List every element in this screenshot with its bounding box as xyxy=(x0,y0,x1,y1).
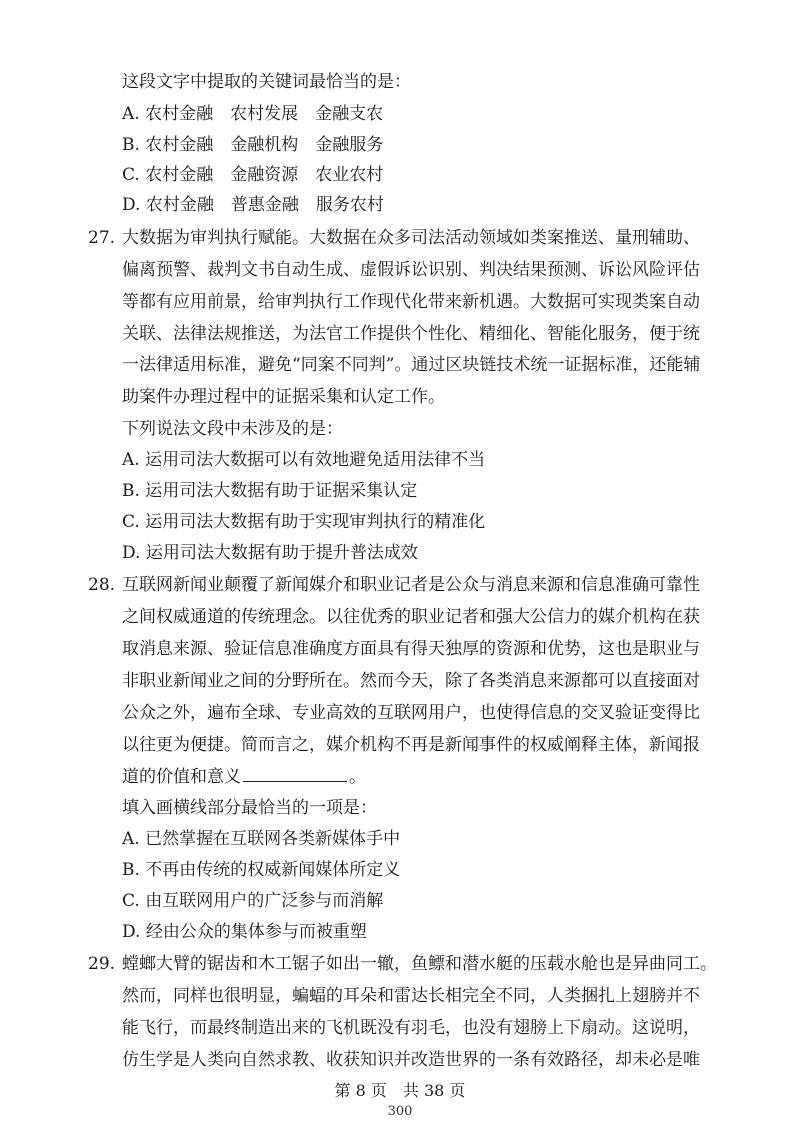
q28-number: 28. xyxy=(88,575,116,595)
q26-option-c: C. 农村金融 金融资源 农业农村 xyxy=(122,165,384,185)
q28-passage-line: 之间权威通道的传统理念。以往优秀的职业记者和强大公信力的媒介机构在获 xyxy=(122,607,700,627)
q29-passage-line: 然而，同样也很明显，蝙蝠的耳朵和雷达长相完全不同，人类捆扎上翅膀并不 xyxy=(122,986,700,1006)
q27-passage-line: 等都有应用前景，给审判执行工作现代化带来新机遇。大数据可实现类案自动 xyxy=(122,292,700,312)
q28-passage-line: 以往更为便捷。简而言之，媒介机构不再是新闻事件的权威阐释主体，新闻报 xyxy=(122,735,700,755)
q28-option-a: A. 已然掌握在互联网各类新媒体手中 xyxy=(122,829,401,849)
q29-passage-line: 螳螂大臂的锯齿和木工锯子如出一辙，鱼鳔和潜水艇的压载水舱也是异曲同工。 xyxy=(122,954,717,974)
page-number: 300 xyxy=(387,1104,413,1119)
q27-passage-line: 偏离预警、裁判文书自动生成、虚假诉讼识别、判决结果预测、诉讼风险评估 xyxy=(122,260,700,280)
q29-passage-line: 能飞行，而最终制造出来的飞机既没有羽毛，也没有翅膀上下扇动。这说明， xyxy=(122,1018,700,1038)
q28-passage-line: 公众之外，遍布全球、专业高效的互联网用户，也使得信息的交叉验证变得比 xyxy=(122,703,700,723)
q28-passage-line: 非职业新闻业之间的分野所在。然而今天，除了各类消息来源都可以直接面对 xyxy=(122,671,700,691)
q28-passage-line: 互联网新闻业颠覆了新闻媒介和职业记者是公众与消息来源和信息准确可靠性 xyxy=(122,575,700,595)
q27-option-d: D. 运用司法大数据有助于提升普法成效 xyxy=(122,543,418,563)
q27-passage-line: 助案件办理过程中的证据采集和认定工作。 xyxy=(122,387,445,407)
q27-option-a: A. 运用司法大数据可以有效地避免适用法律不当 xyxy=(122,450,486,470)
q27-option-b: B. 运用司法大数据有助于证据采集认定 xyxy=(122,481,418,501)
q27-number: 27. xyxy=(88,228,116,248)
q26-prompt: 这段文字中提取的关键词最恰当的是： xyxy=(122,72,411,92)
q29-number: 29. xyxy=(88,954,116,974)
q28-option-c: C. 由互联网用户的广泛参与而消解 xyxy=(122,891,384,911)
q27-passage-line: 大数据为审判执行赋能。大数据在众多司法活动领域如类案推送、量刑辅助、 xyxy=(122,228,700,248)
q28-passage-after-blank: 。 xyxy=(349,767,366,787)
q26-option-d: D. 农村金融 普惠金融 服务农村 xyxy=(122,195,384,215)
q27-option-c: C. 运用司法大数据有助于实现审判执行的精准化 xyxy=(122,512,486,532)
q26-option-a: A. 农村金融 农村发展 金融支农 xyxy=(122,104,384,124)
q29-passage-line: 仿生学是人类向自然求教、收获知识并改造世界的一条有效路径，却未必是唯 xyxy=(122,1050,700,1070)
q27-passage-line: 一法律适用标准，避免“同案不同判”。通过区块链技术统一证据标准，还能辅 xyxy=(122,355,701,375)
q27-prompt: 下列说法文段中未涉及的是： xyxy=(122,419,343,439)
answer-blank xyxy=(243,765,347,782)
q28-passage-last-line xyxy=(122,765,366,788)
q28-passage-line: 取消息来源、验证信息准确度方面具有得天独厚的资源和优势，这也是职业与 xyxy=(122,639,700,659)
q28-passage-before-blank: 道的价值和意义 xyxy=(122,767,241,787)
q28-option-b: B. 不再由传统的权威新闻媒体所定义 xyxy=(122,860,401,880)
page-footer-label: 第 8 页 共 38 页 xyxy=(334,1081,466,1100)
q28-prompt: 填入画横线部分最恰当的一项是： xyxy=(122,798,377,818)
q27-passage-line: 关联、法律法规推送，为法官工作提供个性化、精细化、智能化服务，便于统 xyxy=(122,324,700,344)
q28-option-d: D. 经由公众的集体参与而被重塑 xyxy=(122,922,367,942)
q26-option-b: B. 农村金融 金融机构 金融服务 xyxy=(122,135,384,155)
